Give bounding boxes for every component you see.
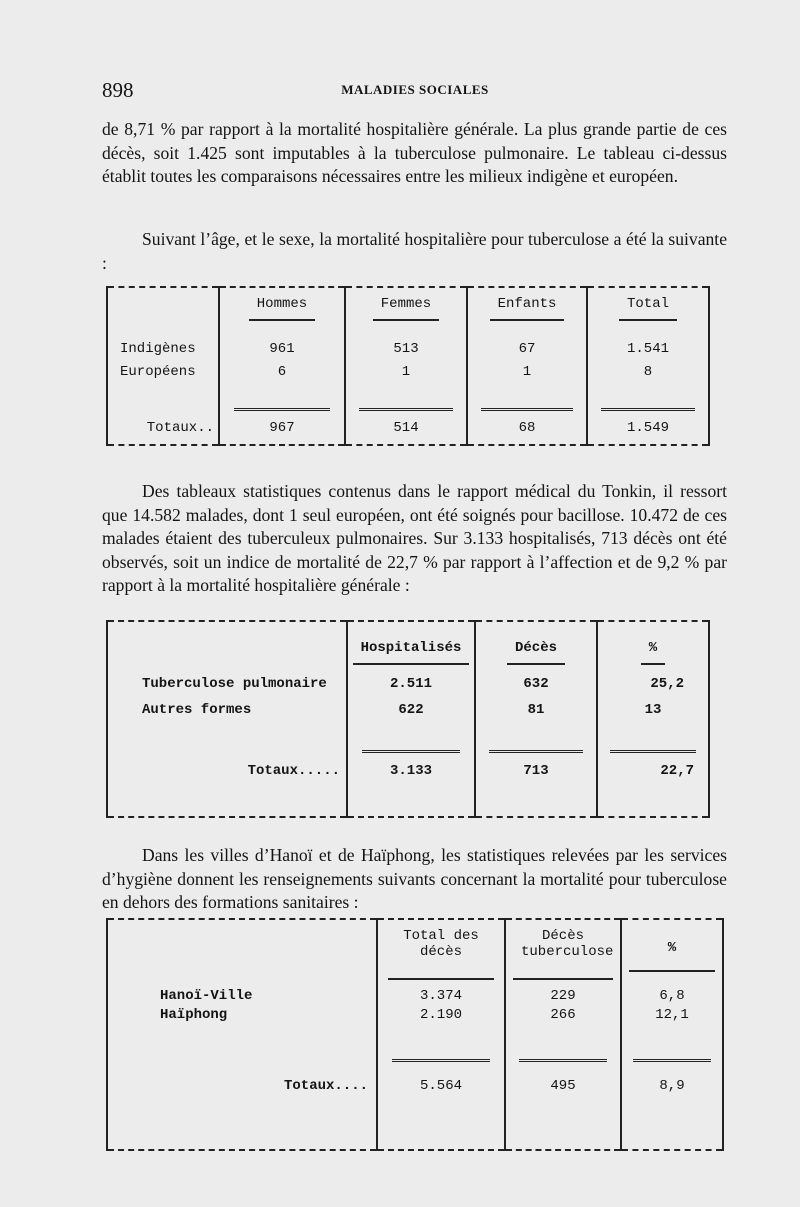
table1-header xyxy=(467,287,587,338)
cell-value: 266 xyxy=(505,1004,621,1026)
table-row xyxy=(107,980,723,1004)
cell-value: 25,2 xyxy=(597,671,709,697)
table-row xyxy=(107,361,709,384)
table-tonkin-tuberculosis xyxy=(106,620,710,818)
table2-header-hospitalises: Hospitalisés xyxy=(353,630,470,665)
cell-value: 67 xyxy=(467,338,587,361)
paragraph-1: de 8,71 % par rapport à la mortalité hospitalière générale. La plus grande partie de ces décès, soit 1.425 sont imputables à la tuberculose pulmonaire. Le tableau ci-dessus établit toutes les comparaisons nécessaires entre les milieux indigène et européen. xyxy=(102,119,727,187)
table2-header xyxy=(475,621,597,671)
row-label: Tuberculose pulmonaire xyxy=(107,671,347,697)
total-value: 8,9 xyxy=(621,1062,723,1150)
table3-header-total-deces: Total des décès xyxy=(388,928,494,980)
table3-header-deces-tuberculose: Décès tuberculose xyxy=(513,928,613,980)
spacer xyxy=(107,723,347,753)
total-value: 5.564 xyxy=(377,1062,505,1150)
cell-value: 8 xyxy=(587,361,709,384)
table2-corner xyxy=(107,621,347,671)
total-rule xyxy=(621,1026,723,1062)
cell-value: 513 xyxy=(345,338,467,361)
table2-header-percent: % xyxy=(641,630,665,665)
table2-header xyxy=(597,621,709,671)
table-hanoi-haiphong xyxy=(106,918,724,1151)
cell-value: 1.541 xyxy=(587,338,709,361)
row-label: Haïphong xyxy=(107,1004,377,1026)
cell-value: 13 xyxy=(597,697,709,723)
total-value: 22,7 xyxy=(597,753,709,817)
cell-value: 6 xyxy=(219,361,345,384)
total-value: 1.549 xyxy=(587,411,709,445)
cell-value: 6,8 xyxy=(621,980,723,1004)
table-total-row xyxy=(107,1062,723,1150)
total-rule xyxy=(505,1026,621,1062)
table3-header xyxy=(377,919,505,980)
paragraph-2: Suivant l’âge, et le sexe, la mortalité hospitalière pour tuberculose a été la suivante : xyxy=(102,229,727,273)
row-label: Européens xyxy=(107,361,219,384)
table1-header-femmes: Femmes xyxy=(373,296,439,321)
total-label: Totaux.... xyxy=(107,1062,377,1150)
table1-header-hommes: Hommes xyxy=(249,296,315,321)
table1-header xyxy=(219,287,345,338)
paragraph-4: Dans les villes d’Hanoï et de Haïphong, les statistiques relevées par les services d’hygiène donnent les renseignements suivants concernant la mortalité pour tuberculose en dehors des formations sanitaires : xyxy=(102,845,727,913)
spacer xyxy=(107,384,219,411)
table-row xyxy=(107,338,709,361)
running-title: MALADIES SOCIALES xyxy=(341,82,489,97)
page-number: 898 xyxy=(102,78,134,102)
total-label: Totaux..... xyxy=(107,753,347,817)
table-row xyxy=(107,697,709,723)
total-value: 967 xyxy=(219,411,345,445)
table2-header xyxy=(347,621,475,671)
total-rule xyxy=(347,723,475,753)
total-rule xyxy=(597,723,709,753)
cell-value: 2.190 xyxy=(377,1004,505,1026)
cell-value: 1 xyxy=(467,361,587,384)
table2-header-deces: Décès xyxy=(507,630,565,665)
table-row xyxy=(107,671,709,697)
total-rule xyxy=(475,723,597,753)
total-rule xyxy=(587,384,709,411)
table-total-row xyxy=(107,411,709,445)
table3-header-percent: % xyxy=(629,940,715,972)
table3-header xyxy=(505,919,621,980)
row-label: Autres formes xyxy=(107,697,347,723)
cell-value: 622 xyxy=(347,697,475,723)
row-label: Indigènes xyxy=(107,338,219,361)
total-rule xyxy=(467,384,587,411)
table-total-row xyxy=(107,753,709,817)
cell-value: 81 xyxy=(475,697,597,723)
table1-header-total: Total xyxy=(619,296,677,321)
paragraph-3: Des tableaux statistiques contenus dans le rapport médical du Tonkin, il ressort que 14.582 malades, dont 1 seul européen, ont été soignés pour bacillose. 10.472 de ces malades étaient des tuberculeux pulmonaires. Sur 3.133 hospitalisés, 713 décès ont été observés, soit un indice de mortalité de 22,7 % par rapport à l’affection et de 9,2 % par rapport à la mortalité hospitalière générale : xyxy=(102,481,727,596)
table1-header xyxy=(587,287,709,338)
cell-value: 1 xyxy=(345,361,467,384)
table1-header xyxy=(345,287,467,338)
total-value: 713 xyxy=(475,753,597,817)
cell-value: 2.511 xyxy=(347,671,475,697)
cell-value: 961 xyxy=(219,338,345,361)
cell-value: 632 xyxy=(475,671,597,697)
cell-value: 12,1 xyxy=(621,1004,723,1026)
total-rule xyxy=(345,384,467,411)
total-value: 514 xyxy=(345,411,467,445)
total-rule xyxy=(219,384,345,411)
cell-value: 229 xyxy=(505,980,621,1004)
total-label: Totaux.. xyxy=(107,411,219,445)
table3-header xyxy=(621,919,723,980)
table3-corner xyxy=(107,919,377,980)
cell-value: 3.374 xyxy=(377,980,505,1004)
total-value: 3.133 xyxy=(347,753,475,817)
table1-header-enfants: Enfants xyxy=(490,296,565,321)
table-age-sex xyxy=(106,286,710,446)
running-head xyxy=(102,78,728,102)
total-value: 68 xyxy=(467,411,587,445)
row-label: Hanoï-Ville xyxy=(107,980,377,1004)
total-rule xyxy=(377,1026,505,1062)
total-value: 495 xyxy=(505,1062,621,1150)
table1-corner xyxy=(107,287,219,338)
table-row xyxy=(107,1004,723,1026)
spacer xyxy=(107,1026,377,1062)
